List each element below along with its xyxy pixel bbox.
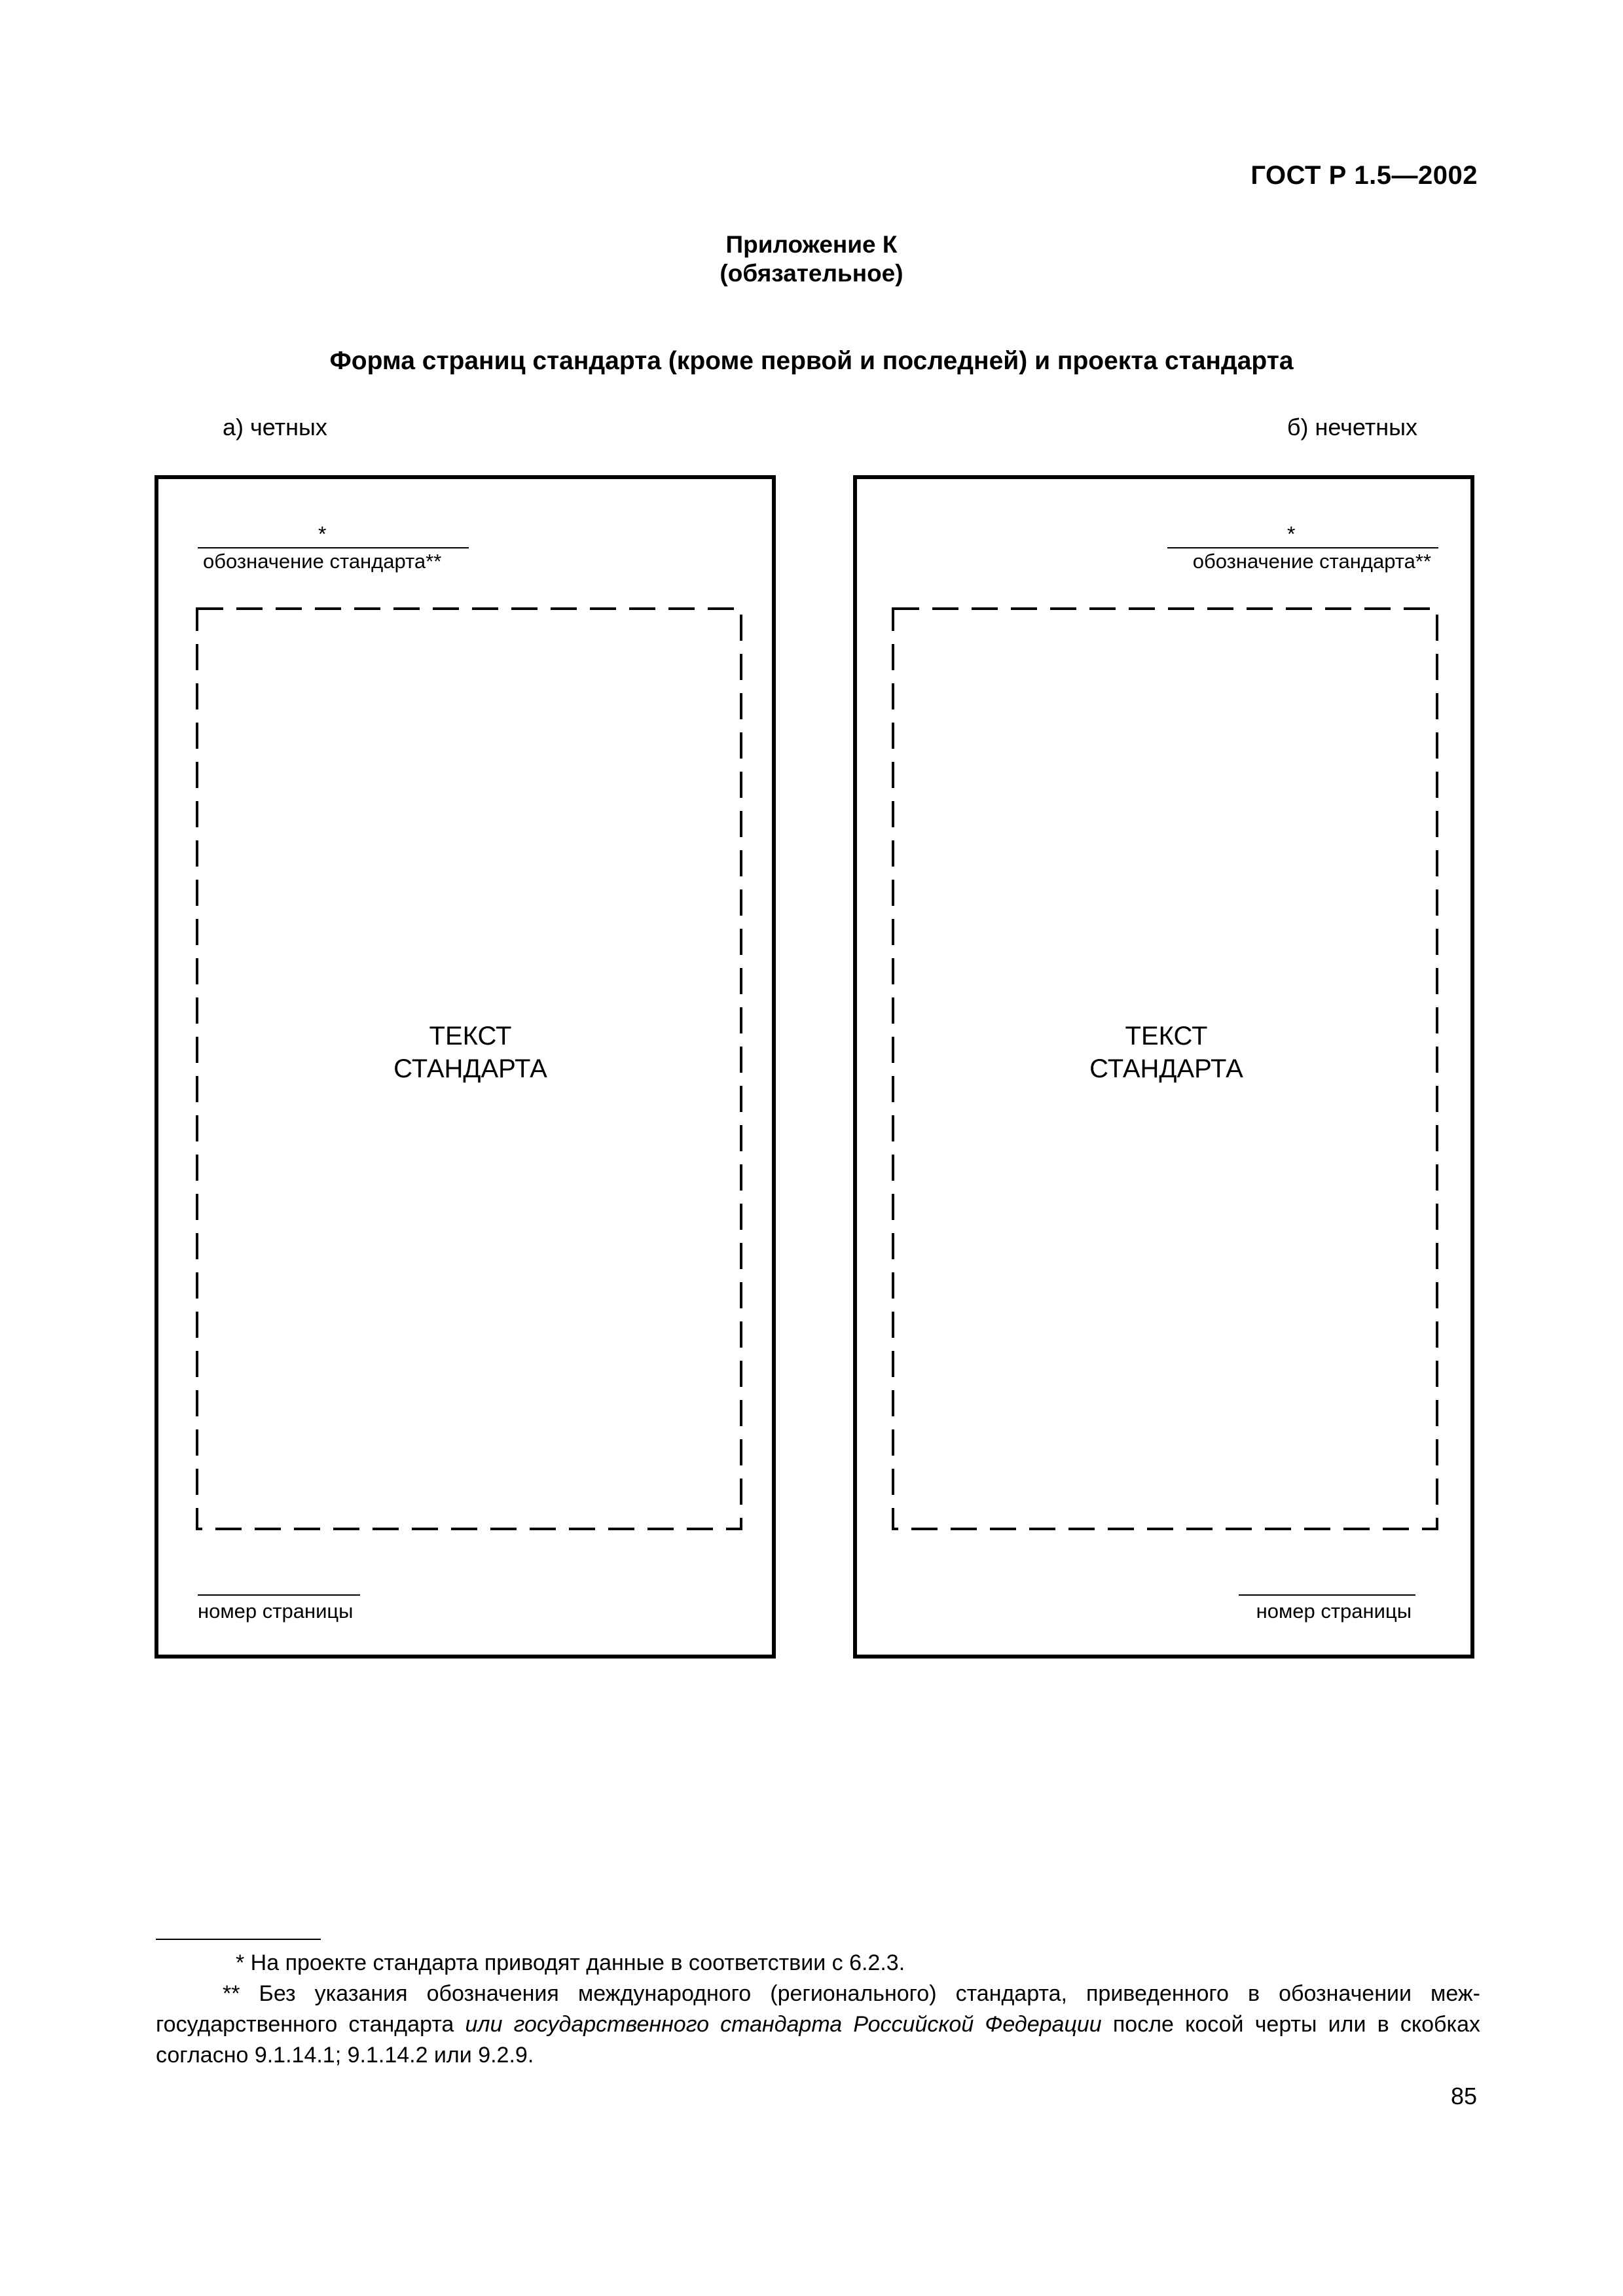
designation-footnote-star: * [1287, 522, 1296, 546]
document-code: ГОСТ Р 1.5—2002 [1250, 161, 1478, 190]
variant-odd-label: б) нечетных [1286, 414, 1417, 440]
footnote-2-italic: или государственного стандарта Российской Федерации [465, 2012, 1102, 2037]
even-page-frame [155, 475, 776, 1659]
footnote-1: * На проекте стандарта приводят данные в соответствии с 6.2.3. [236, 1950, 905, 1975]
designation-label: обозначение стандарта** [203, 550, 442, 573]
footnote-2-text: ** Без указания обозначения международного (регионального) стандарта, приведенного в обозначении меж-государственного стандарта [156, 1981, 1480, 2037]
page-number-label: номер страницы [198, 1600, 354, 1623]
footnote-2-text-end: после косой черты или в скобках согласно 9.1.14.1; 9.1.14.2 или 9.2.9. [156, 2012, 1481, 2068]
designation-footnote-star: * [318, 522, 327, 546]
page-number-line [1239, 1594, 1415, 1596]
text-area-label-line2: СТАНДАРТА [1089, 1054, 1243, 1083]
designation-label: обозначение стандарта** [1192, 550, 1431, 573]
appendix-title-line2: (обязательное) [720, 260, 903, 287]
odd-page-frame [853, 475, 1474, 1659]
designation-line [1167, 547, 1438, 548]
text-area [196, 607, 745, 1533]
appendix-title-line1: Приложение К [725, 231, 898, 258]
designation-line [198, 547, 469, 548]
text-area-label [196, 1020, 745, 1085]
variant-even-label: а) четных [223, 414, 327, 440]
footnote-separator [156, 1939, 321, 1940]
page-number-line [198, 1594, 360, 1596]
text-area-label-line2: СТАНДАРТА [393, 1054, 547, 1083]
text-area-label-line1: ТЕКСТ [1125, 1022, 1208, 1050]
text-area [892, 607, 1441, 1533]
footnote-2 [156, 1979, 1480, 2071]
text-area-label-line1: ТЕКСТ [429, 1022, 512, 1050]
form-heading: Форма страниц стандарта (кроме первой и последней) и проекта стандарта [329, 347, 1294, 375]
appendix-title [0, 230, 1623, 288]
page-number-label: номер страницы [1256, 1600, 1412, 1623]
text-area-label [892, 1020, 1441, 1085]
page-number: 85 [1450, 2083, 1477, 2109]
